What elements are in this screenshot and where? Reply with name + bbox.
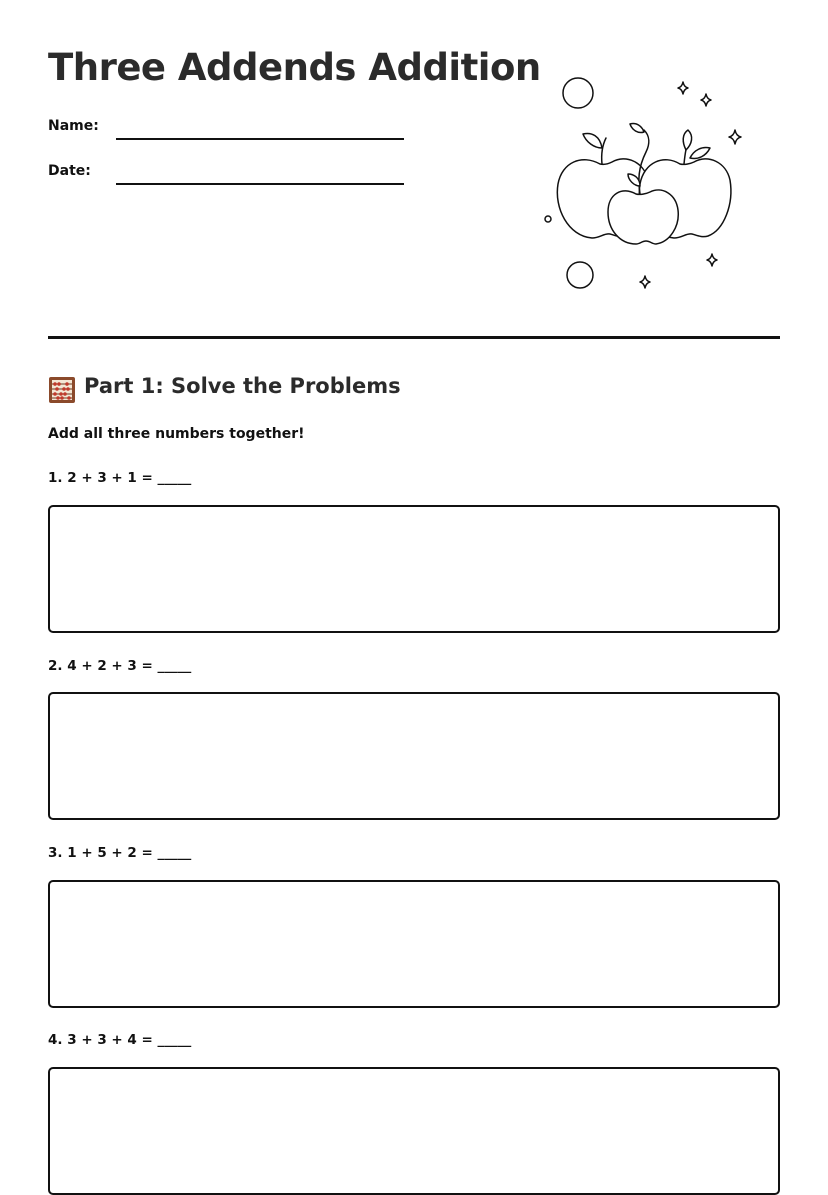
bubble-icon: [563, 78, 593, 108]
apples-icon: [538, 72, 748, 302]
sparkle-icon: [678, 82, 688, 94]
problem-1-label: 1. 2 + 3 + 1 = _____: [48, 470, 192, 486]
problem-3-answer-box[interactable]: [48, 880, 780, 1008]
bubble-icon: [567, 262, 593, 288]
name-field: [48, 118, 408, 148]
problem-3-label: 3. 1 + 5 + 2 = _____: [48, 845, 192, 861]
problem-2-answer-box[interactable]: [48, 692, 780, 820]
date-line[interactable]: [116, 183, 404, 185]
problem-4-label: 4. 3 + 3 + 4 = _____: [48, 1032, 192, 1048]
section-title: Part 1: Solve the Problems: [84, 374, 401, 398]
problem-4-answer-box[interactable]: [48, 1067, 780, 1195]
date-field: [48, 163, 408, 193]
sparkle-icon: [640, 276, 650, 288]
abacus-icon: [48, 376, 76, 404]
problem-1-answer-box[interactable]: [48, 505, 780, 633]
sparkle-icon: [707, 254, 717, 266]
problem-2-label: 2. 4 + 2 + 3 = _____: [48, 658, 192, 674]
section-divider: [48, 336, 780, 339]
sparkle-icon: [701, 94, 711, 106]
name-line[interactable]: [116, 138, 404, 140]
page-title: Three Addends Addition: [48, 46, 541, 89]
date-label: Date:: [48, 163, 91, 179]
name-label: Name:: [48, 118, 99, 134]
bubble-icon: [545, 216, 551, 222]
instructions: Add all three numbers together!: [48, 426, 305, 442]
sparkle-icon: [729, 130, 741, 144]
